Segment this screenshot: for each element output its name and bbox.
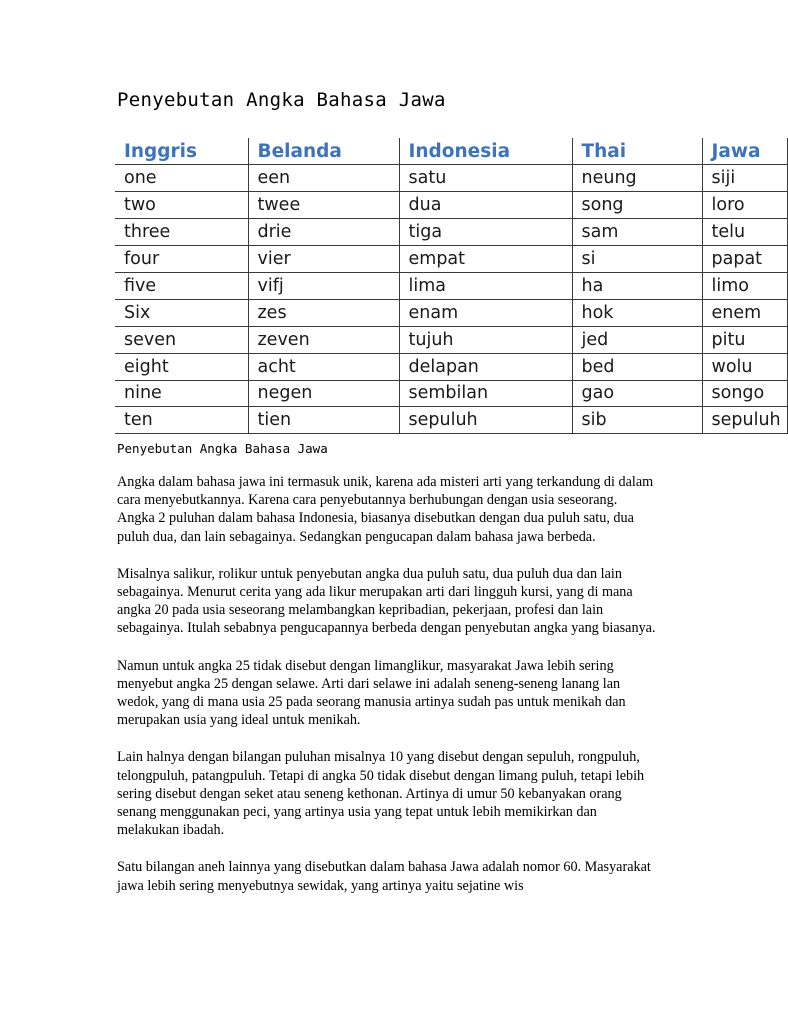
table-cell: een [248,165,399,192]
table-cell: bed [572,353,702,380]
table-cell: loro [702,192,787,219]
table-cell: papat [702,246,787,273]
table-cell: Six [115,299,248,326]
table-cell: zeven [248,326,399,353]
table-cell: sembilan [399,380,572,407]
table-cell: two [115,192,248,219]
table-cell: enem [702,299,787,326]
table-row [115,299,787,326]
table-cell: tien [248,407,399,434]
paragraph: Misalnya salikur, rolikur untuk penyebutan angka dua puluh satu, dua puluh dua dan lain sebagainya. Menurut cerita yang ada likur merupakan arti dari lingguh kursi, yang di mana angka 20 pada usia seseorang melambangkan kepribadian, pekerjaan, profesi dan lain sebagainya. Itulah sebabnya pengucapannya berbeda dengan penyebutan angka yang biasanya. [117,565,656,637]
table-cell: one [115,165,248,192]
table-cell: dua [399,192,572,219]
table-cell: limo [702,272,787,299]
table-cell: song [572,192,702,219]
table-cell: five [115,272,248,299]
table-cell: wolu [702,353,787,380]
table-cell: enam [399,299,572,326]
table-cell: songo [702,380,787,407]
table-cell: satu [399,165,572,192]
table-cell: eight [115,353,248,380]
table-row [115,326,787,353]
header-belanda: Belanda [248,138,399,165]
table-cell: acht [248,353,399,380]
numbers-table [115,138,788,434]
table-row [115,219,787,246]
table-row [115,165,787,192]
table-cell: zes [248,299,399,326]
table-cell: jed [572,326,702,353]
paragraph: Angka dalam bahasa jawa ini termasuk unik, karena ada misteri arti yang terkandung di dalam cara menyebutkannya. Karena cara penyebutannya berhubungan dengan usia seseorang. Angka 2 puluhan dalam bahasa Indonesia, biasanya disebutkan dengan dua puluh satu, dua puluh dua, dan lain sebagainya. Sedangkan pengucapan dalam bahasa jawa berbeda. [117,474,654,545]
table-cell: ten [115,407,248,434]
table-cell: lima [399,272,572,299]
table-row [115,380,787,407]
table-cell: seven [115,326,248,353]
table-cell: sepuluh [702,407,787,434]
table-cell: tiga [399,219,572,246]
table-cell: neung [572,165,702,192]
table-row [115,272,787,299]
table-cell: pitu [702,326,787,353]
table-cell: hok [572,299,702,326]
table-cell: four [115,246,248,273]
table-cell: negen [248,380,399,407]
table-cell: three [115,219,248,246]
table-cell: delapan [399,353,572,380]
table-cell: drie [248,219,399,246]
table-cell: empat [399,246,572,273]
header-thai: Thai [572,138,702,165]
table-cell: gao [572,380,702,407]
table-cell: sepuluh [399,407,572,434]
paragraph: Satu bilangan aneh lainnya yang disebutkan dalam bahasa Jawa adalah nomor 60. Masyarakat jawa lebih sering menyebutnya sewidak, yang artinya yaitu sejatine wis [117,859,651,894]
header-indonesia: Indonesia [399,138,572,165]
table-cell: ha [572,272,702,299]
table-row [115,246,787,273]
table-cell: sib [572,407,702,434]
table-row [115,192,787,219]
table-cell: vier [248,246,399,273]
table-row [115,407,787,434]
paragraph: Lain halnya dengan bilangan puluhan misalnya 10 yang disebut dengan sepuluh, rongpuluh, telongpuluh, patangpuluh. Tetapi di angka 50 tidak disebut dengan limang puluh, tetapi lebih sering disebut dengan seket atau seneng kethonan. Artinya di umur 50 kebanyakan orang senang menggunakan peci, yang artinya usia yang tepat untuk lebih memikirkan dan melakukan ibadah. [117,749,645,839]
numbers-table-image [115,138,781,438]
page-title: Penyebutan Angka Bahasa Jawa [117,89,446,111]
table-header-row [115,138,787,165]
article-body [117,473,657,914]
table-cell: tujuh [399,326,572,353]
table-cell: si [572,246,702,273]
table-caption: Penyebutan Angka Bahasa Jawa [117,441,328,456]
table-cell: nine [115,380,248,407]
table-cell: vifj [248,272,399,299]
table-cell: sam [572,219,702,246]
table-cell: twee [248,192,399,219]
table-cell: siji [702,165,787,192]
header-jawa: Jawa [702,138,787,165]
table-row [115,353,787,380]
table-cell: telu [702,219,787,246]
header-inggris: Inggris [115,138,248,165]
paragraph: Namun untuk angka 25 tidak disebut dengan limanglikur, masyarakat Jawa lebih sering menyebut angka 25 dengan selawe. Arti dari selawe ini adalah seneng-seneng lanang lan wedok, yang di mana usia 25 pada seorang manusia artinya sudah pas untuk menikah dan merupakan usia yang ideal untuk menikah. [117,657,626,729]
